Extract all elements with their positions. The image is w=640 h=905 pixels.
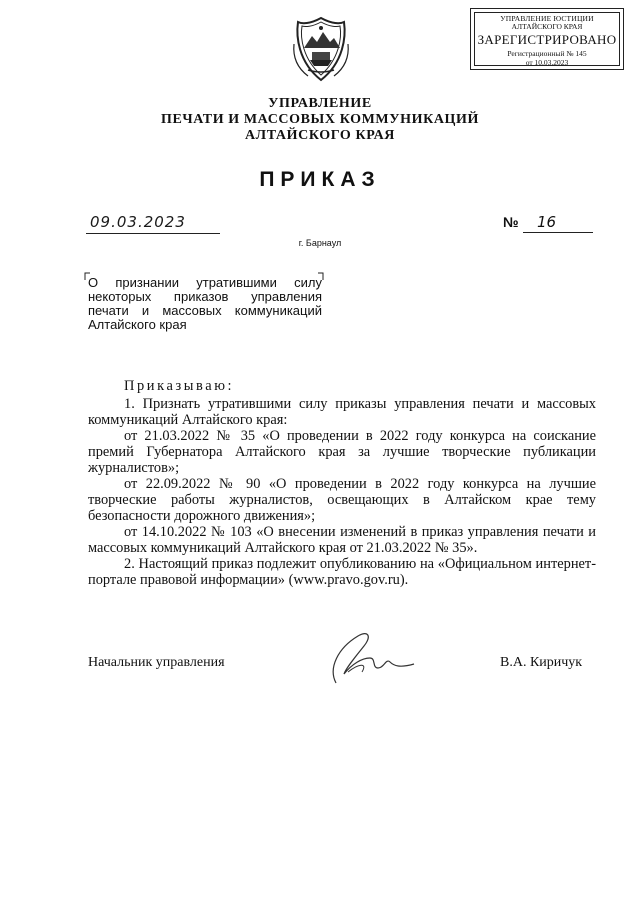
header-line-2: ПЕЧАТИ И МАССОВЫХ КОММУНИКАЦИЙ [160, 112, 480, 127]
paragraph-3: от 22.09.2022 № 90 «О проведении в 2022 году конкурса на лучшие творческие работы журналистов, освещающих в Алтайском крае тему безопасности дорожного движения»; [88, 476, 596, 524]
header-line-3: АЛТАЙСКОГО КРАЯ [244, 128, 396, 143]
header-line-1: УПРАВЛЕНИЕ [268, 96, 372, 111]
stamp-line-2: АЛТАЙСКОГО КРАЯ [511, 22, 583, 31]
city: г. Барнаул [298, 238, 342, 248]
stamp-line-1: УПРАВЛЕНИЕ ЮСТИЦИИ [500, 14, 594, 23]
order-number: 16 [523, 213, 593, 233]
paragraph-2: от 21.03.2022 № 35 «О проведении в 2022 году конкурса на соискание премий Губернатора Алтайского края за лучшие творческие публикации журналистов»; [88, 428, 596, 476]
document-title: ПРИКАЗ [259, 168, 381, 191]
paragraph-4: от 14.10.2022 № 103 «О внесении изменений в приказ управления печати и массовых коммуникаций Алтайского края от 21.03.2022 № 35». [88, 524, 596, 556]
paragraph-5: 2. Настоящий приказ подлежит опубликованию на «Официальном интернет-портале правовой информации» (www.pravo.gov.ru). [88, 556, 596, 588]
stamp-reg-number: Регистрационный № 145 [507, 49, 587, 58]
order-body [88, 396, 596, 588]
number-label: № [503, 214, 519, 230]
signer-name: В.А. Киричук [500, 655, 583, 670]
handwritten-signature [318, 628, 418, 690]
registration-stamp [470, 8, 624, 70]
stamp-reg-date: от 10.03.2023 [525, 58, 569, 67]
stamp-status: ЗАРЕГИСТРИРОВАНО [477, 32, 617, 47]
order-date: 09.03.2023 [86, 213, 220, 234]
order-word: Приказываю: [124, 378, 235, 394]
paragraph-1: 1. Признать утратившими силу приказы управления печати и массовых коммуникаций Алтайского края: [88, 396, 596, 428]
order-subject: О признании утратившими силу некоторых приказов управления печати и массовых коммуникаций Алтайского края [88, 275, 322, 332]
coat-of-arms-emblem [290, 14, 352, 84]
signer-role: Начальник управления [88, 655, 225, 670]
